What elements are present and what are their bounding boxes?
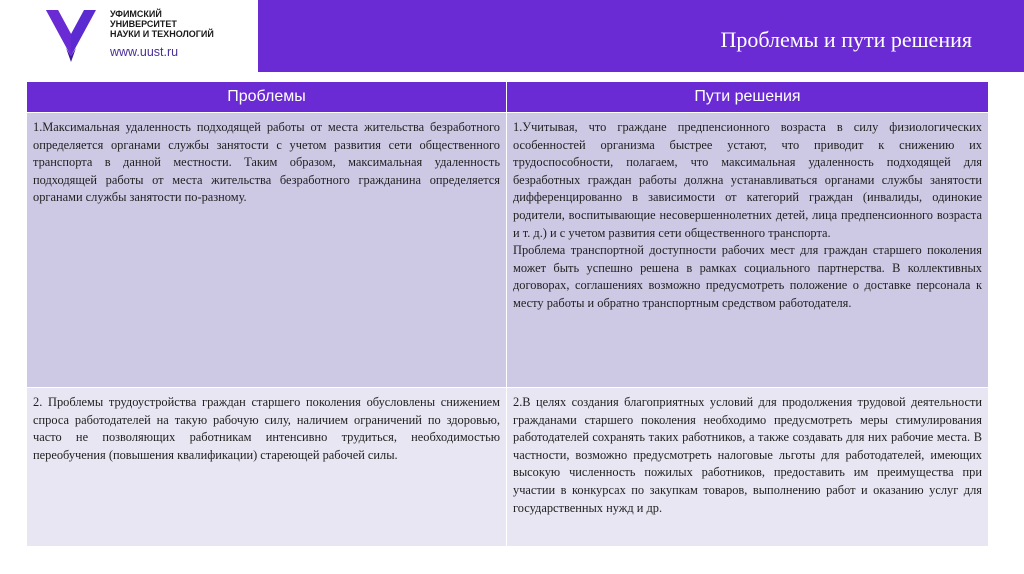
solution-text: 1.Учитывая, что граждане предпенсионного возраста в силу физиологических особенностей организма быстрее устают, что приводит к снижению их трудоспособности, полагаем, что максимальная удаленность подходящей для безработных граждан работы должна устанавливаться органами службы занятости дифференцированно в зависимости от категорий граждан (инвалиды, одинокие родители, воспитывающие несовершеннолетних детей, лица предпенсионного возраста и т. д.) и с учетом развития сети общественного транспорта. — [513, 120, 982, 240]
slide-title: Проблемы и пути решения — [720, 27, 972, 52]
problem-text: 2. Проблемы трудоустройства граждан старшего поколения обусловлены снижением спроса работодателей на такую рабочую силу, наличием ограничений по здоровью, часто не позволяющих работникам интенсивно трудиться, необходимостью переобучения (повышения квалификации) стареющей рабочей силы. — [33, 395, 500, 462]
header-problems: Проблемы — [27, 82, 507, 113]
table-header-row — [27, 82, 989, 113]
table-row — [27, 113, 989, 388]
solution-cell — [507, 388, 989, 547]
logo-line-1: УФИМСКИЙ — [110, 9, 162, 19]
logo-line-3: НАУКИ И ТЕХНОЛОГИЙ — [110, 29, 214, 39]
university-logo-icon — [42, 8, 100, 64]
header-bar — [0, 0, 1024, 72]
solution-text: 2.В целях создания благоприятных условий для продолжения трудовой деятельности гражданами старшего поколения необходимо предусмотреть меры стимулирования работодателей сохранять таких работников, а также создавать для них рабочие места. В частности, возможно предусмотреть налоговые льготы для работодателей, имеющих высокую численность пожилых работников, предоставить им преимущества при участии в конкурсах по закупкам товаров, выполнению работ и оказанию услуг для государственных нужд и др. — [513, 395, 982, 515]
problem-cell — [27, 388, 507, 547]
table-row — [27, 388, 989, 547]
logo-url: www.uust.ru — [110, 45, 179, 59]
university-logo — [0, 0, 258, 72]
logo-line-2: УНИВЕРСИТЕТ — [110, 19, 177, 29]
problems-solutions-table — [26, 81, 989, 547]
problem-text: 1.Максимальная удаленность подходящей работы от места жительства безработного определяется органами службы занятости с учетом развития сети общественного транспорта в данной местности. Таким образом, максимальная удаленность подходящей работы от места жительства безработного гражданина определяется органами службы занятости по-разному. — [33, 120, 500, 205]
solution-cell — [507, 113, 989, 388]
logo-text — [110, 9, 214, 39]
header-solutions: Пути решения — [507, 82, 989, 113]
solution-text-continued: Проблема транспортной доступности рабочих мест для граждан старшего поколения может быть успешно решена в рамках социального партнерства. В коллективных договорах, соглашениях возможно предусмотреть положение о доставке персонала к месту работы и обратно транспортным средством работодателя. — [513, 243, 982, 310]
problem-cell — [27, 113, 507, 388]
